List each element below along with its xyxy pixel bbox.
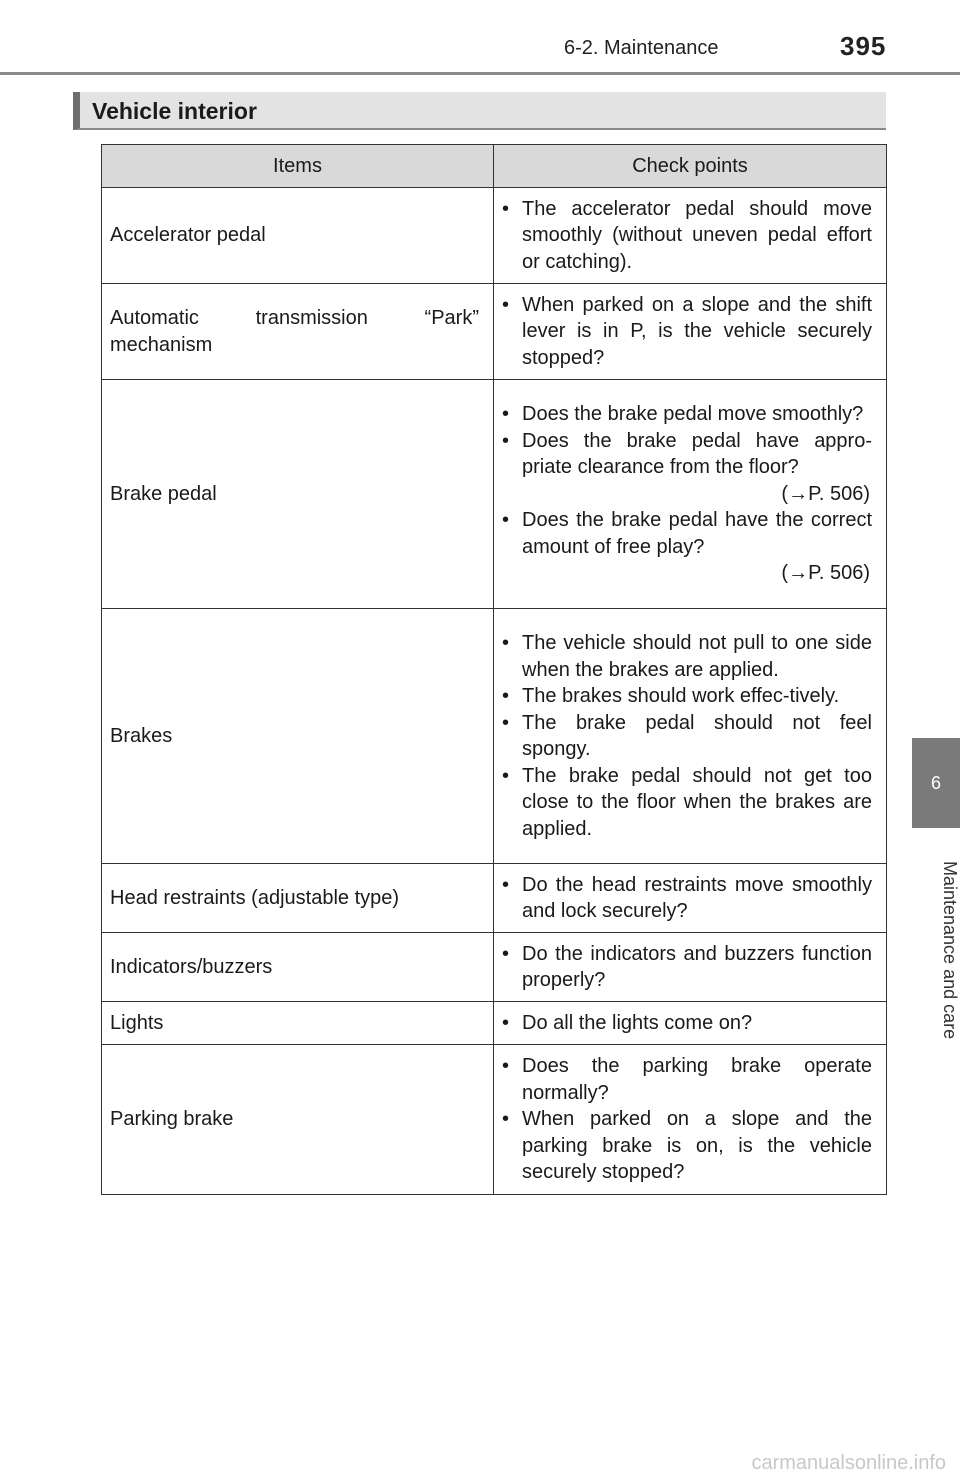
check-points-cell bbox=[494, 1045, 887, 1195]
check-points-list bbox=[502, 401, 872, 587]
check-point-text: The brakes should work effec-tively. bbox=[522, 685, 840, 707]
column-header-check-points: Check points bbox=[494, 145, 887, 188]
table-row bbox=[102, 380, 887, 609]
inspection-table bbox=[101, 144, 887, 1195]
check-point bbox=[502, 1106, 872, 1186]
check-point-text: When parked on a slope and the parking brake is on, is the vehicle securely stopped? bbox=[522, 1108, 872, 1184]
check-point bbox=[502, 710, 872, 763]
chapter-label: Maintenance and care bbox=[940, 860, 960, 1040]
check-point-text: The brake pedal should not feel spongy. bbox=[522, 711, 872, 760]
item-name: Parking brake bbox=[102, 1045, 494, 1195]
check-point bbox=[502, 507, 872, 587]
table-row bbox=[102, 188, 887, 284]
table-row bbox=[102, 284, 887, 380]
check-points-list bbox=[502, 630, 872, 842]
check-points-cell bbox=[494, 380, 887, 609]
page-number: 395 bbox=[840, 31, 887, 61]
item-name: Brakes bbox=[102, 609, 494, 864]
check-point bbox=[502, 292, 872, 372]
check-point-text: Does the brake pedal move smoothly? bbox=[522, 403, 864, 426]
check-point-text: Do the head restraints move smoothly and lock securely? bbox=[522, 873, 872, 922]
watermark: carmanualsonline.info bbox=[751, 1452, 946, 1474]
check-points-list bbox=[502, 292, 872, 372]
bullet-icon: • bbox=[502, 197, 510, 220]
bullet-icon: • bbox=[502, 509, 510, 532]
bullet-icon: • bbox=[502, 293, 510, 316]
check-point bbox=[502, 941, 872, 994]
check-points-list bbox=[502, 941, 872, 994]
table-row bbox=[102, 1002, 887, 1045]
check-point bbox=[502, 683, 872, 710]
check-point-text: Do the indicators and buzzers function properly? bbox=[522, 942, 872, 991]
check-point bbox=[502, 872, 872, 925]
check-point bbox=[502, 196, 872, 276]
item-name: Indicators/buzzers bbox=[102, 933, 494, 1002]
item-name: Head restraints (adjustable type) bbox=[102, 864, 494, 933]
page-reference: (→P. 506) bbox=[781, 482, 870, 505]
check-point-text: Does the brake pedal have appro-priate clearance from the floor? bbox=[522, 429, 872, 479]
check-points-list bbox=[502, 872, 872, 925]
check-points-list bbox=[502, 1010, 872, 1037]
check-points-cell bbox=[494, 188, 887, 284]
section-title: Vehicle interior bbox=[92, 98, 257, 124]
page-reference: (→P. 506) bbox=[781, 562, 870, 585]
bullet-icon: • bbox=[502, 1055, 510, 1078]
check-points-cell bbox=[494, 284, 887, 380]
check-points-list bbox=[502, 196, 872, 276]
check-point-text: Do all the lights come on? bbox=[522, 1011, 753, 1034]
column-header-items: Items bbox=[102, 145, 494, 188]
header-divider bbox=[0, 72, 960, 75]
section-heading bbox=[73, 92, 886, 130]
bullet-icon: • bbox=[502, 942, 510, 965]
check-points-cell bbox=[494, 1002, 887, 1045]
chapter-tab: 6 bbox=[912, 738, 960, 828]
table-row bbox=[102, 864, 887, 933]
bullet-icon: • bbox=[502, 429, 510, 452]
table-row bbox=[102, 933, 887, 1002]
check-point-text: When parked on a slope and the shift lever is in P, is the vehicle securely stopped? bbox=[522, 293, 872, 369]
bullet-icon: • bbox=[502, 1108, 510, 1131]
check-point-text: The vehicle should not pull to one side when the brakes are applied. bbox=[522, 632, 872, 681]
table-header-row bbox=[102, 145, 887, 188]
check-point bbox=[502, 1053, 872, 1106]
bullet-icon: • bbox=[502, 685, 510, 707]
check-point-text: The accelerator pedal should move smoothly (without uneven pedal effort or catching). bbox=[522, 197, 872, 273]
bullet-icon: • bbox=[502, 711, 510, 734]
header-section-title: 6-2. Maintenance bbox=[564, 37, 719, 59]
check-point-text: Does the parking brake operate normally? bbox=[522, 1055, 872, 1104]
table-row bbox=[102, 1045, 887, 1195]
check-points-cell bbox=[494, 933, 887, 1002]
bullet-icon: • bbox=[502, 403, 510, 426]
check-point bbox=[502, 1010, 872, 1037]
check-points-list bbox=[502, 1053, 872, 1186]
item-name: Lights bbox=[102, 1002, 494, 1045]
check-points-cell bbox=[494, 864, 887, 933]
bullet-icon: • bbox=[502, 764, 510, 787]
bullet-icon: • bbox=[502, 1011, 510, 1034]
check-point-text: Does the brake pedal have the correct amount of free play? bbox=[522, 509, 872, 558]
check-point-text: The brake pedal should not get too close to the floor when the brakes are applied. bbox=[522, 764, 872, 840]
check-point bbox=[502, 630, 872, 683]
check-point bbox=[502, 763, 872, 843]
check-point bbox=[502, 401, 872, 428]
bullet-icon: • bbox=[502, 873, 510, 896]
bullet-icon: • bbox=[502, 632, 510, 654]
check-point bbox=[502, 428, 872, 508]
table-row bbox=[102, 609, 887, 864]
check-points-cell bbox=[494, 609, 887, 864]
item-name: Automatic transmission “Park” mechanism bbox=[102, 284, 494, 380]
item-name: Accelerator pedal bbox=[102, 188, 494, 284]
item-name: Brake pedal bbox=[102, 380, 494, 609]
